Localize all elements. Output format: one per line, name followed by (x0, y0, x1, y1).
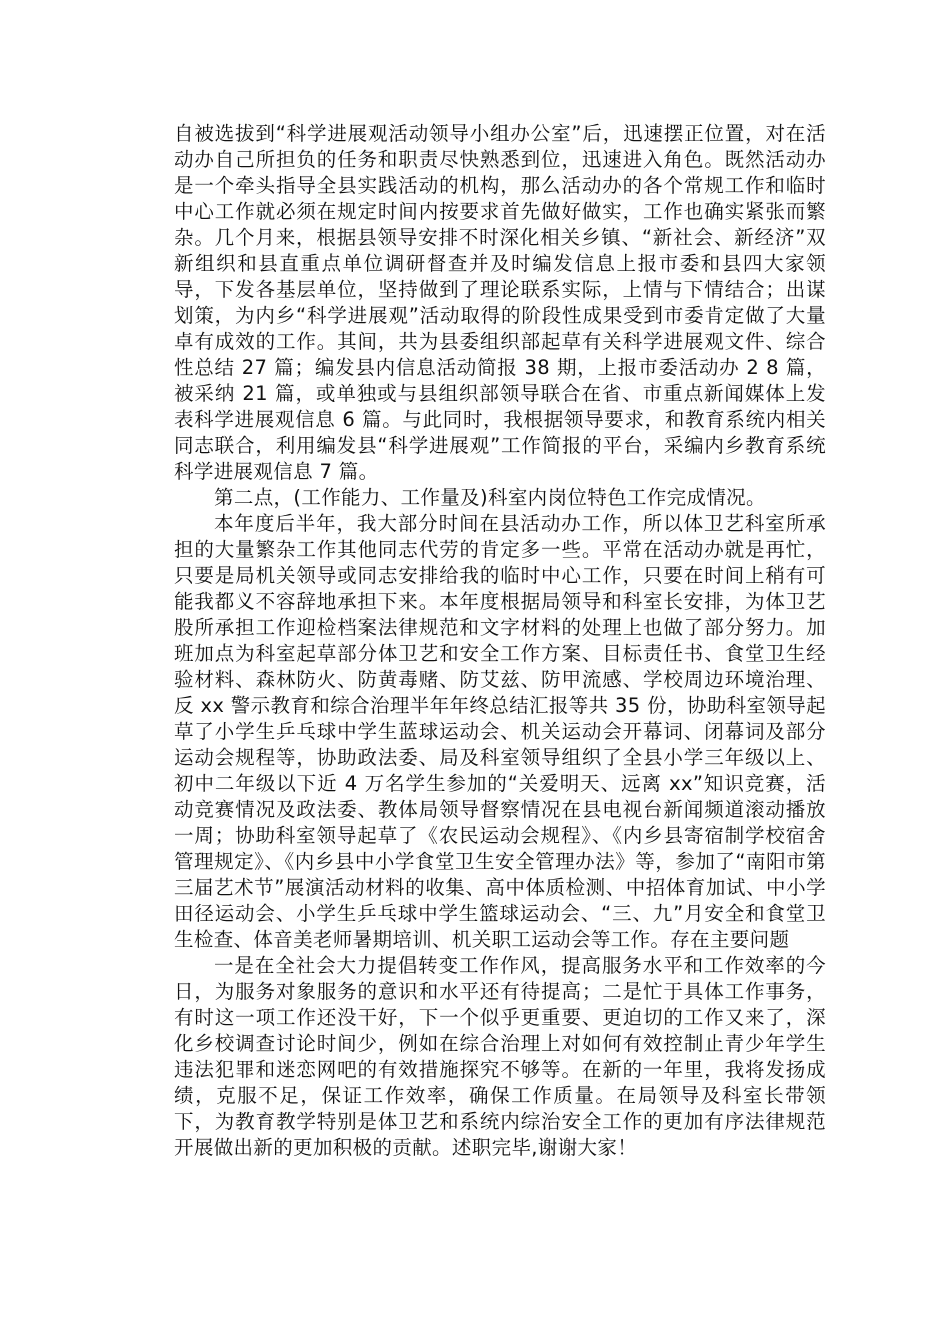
paragraph-activity-office: 自被选拔到“科学进展观活动领导小组办公室”后，迅速摆正位置，对在活动办自己所担负的任务和职责尽快熟悉到位，迅速进入角色。既然活动办是一个牵头指导全县实践活动的机构，那么活动办的各个常规工作和临时中心工作就必须在规定时间内按要求首先做好做实，工作也确实紧张而繁杂。几个月来，根据县领导安排不时深化相关乡镇、“新社会、新经济”双新组织和县直重点单位调研督查并及时编发信息上报市委和县四大家领导，下发各基层单位，坚持做到了理论联系实际，上情与下情结合；出谋划策，为内乡“科学进展观”活动取得的阶段性成果受到市委肯定做了大量卓有成效的工作。其间，共为县委组织部起草有关科学进展观文件、综合性总结 27 篇；编发县内信息活动简报 38 期，上报市委活动办 2 8 篇，被采纳 21 篇，或单独或与县组织部领导联合在省、市重点新闻媒体上发表科学进展观信息 6 篇。与此同时，我根据领导要求，和教育系统内相关同志联合，利用编发县“科学进展观”工作简报的平台，采编内乡教育系统科学进展观信息 7 篇。 (174, 122, 826, 483)
section-heading-second-point: 第二点，(工作能力、工作量及)科室内岗位特色工作完成情况。 (214, 486, 766, 509)
paragraph-problems-and-plans: 一是在全社会大力提倡转变工作作风，提高服务水平和工作效率的今日，为服务对象服务的意识和水平还有待提高；二是忙于具体工作事务，有时这一项工作还没干好，下一个似乎更重要、更迫切的工作又来了，深化乡校调查讨论时间少，例如在综合治理上对如何有效控制止青少年学生违法犯罪和迷恋网吧的有效措施探究不够等。在新的一年里，我将发扬成绩，克服不足，保证工作效率，确保工作质量。在局领导及科室长带领下，为教育教学特别是体卫艺和系统内综治安全工作的更加有序法律规范开展做出新的更加积极的贡献。述职完毕,谢谢大家！ (174, 954, 826, 1159)
document-body (174, 121, 826, 1161)
paragraph-work-completion: 本年度后半年，我大部分时间在县活动办工作，所以体卫艺科室所承担的大量繁杂工作其他同志代劳的肯定多一些。平常在活动办就是再忙，只要是局机关领导或同志安排给我的临时中心工作，只要在时间上稍有可能我都义不容辞地承担下来。本年度根据局领导和科室长安排，为体卫艺股所承担工作迎检档案法律规范和文字材料的处理上也做了部分努力。加班加点为科室起草部分体卫艺和安全工作方案、目标责任书、食堂卫生经验材料、森林防火、防黄毒赌、防艾兹、防甲流感、学校周边环境治理、反 xx 警示教育和综合治理半年年终总结汇报等共 35 份，协助科室领导起草了小学生乒乓球中学生蓝球运动会、机关运动会开幕词、闭幕词及部分运动会规程等，协助政法委、局及科室领导组织了全县小学三年级以上、初中二年级以下近 4 万名学生参加的“关爱明天、远离 xx”知识竞赛，活动竞赛情况及政法委、教体局领导督察情况在县电视台新闻频道滚动播放一周；协助科室领导起草了《农民运动会规程》、《内乡县寄宿制学校宿舍管理规定》、《内乡县中小学食堂卫生安全管理办法》等，参加了“南阳市第三届艺术节”展演活动材料的收集、高中体质检测、中招体育加试、中小学田径运动会、小学生乒乓球中学生篮球运动会、“三、九”月安全和食堂卫生检查、体音美老师暑期培训、机关职工运动会等工作。存在主要问题 (174, 512, 826, 951)
